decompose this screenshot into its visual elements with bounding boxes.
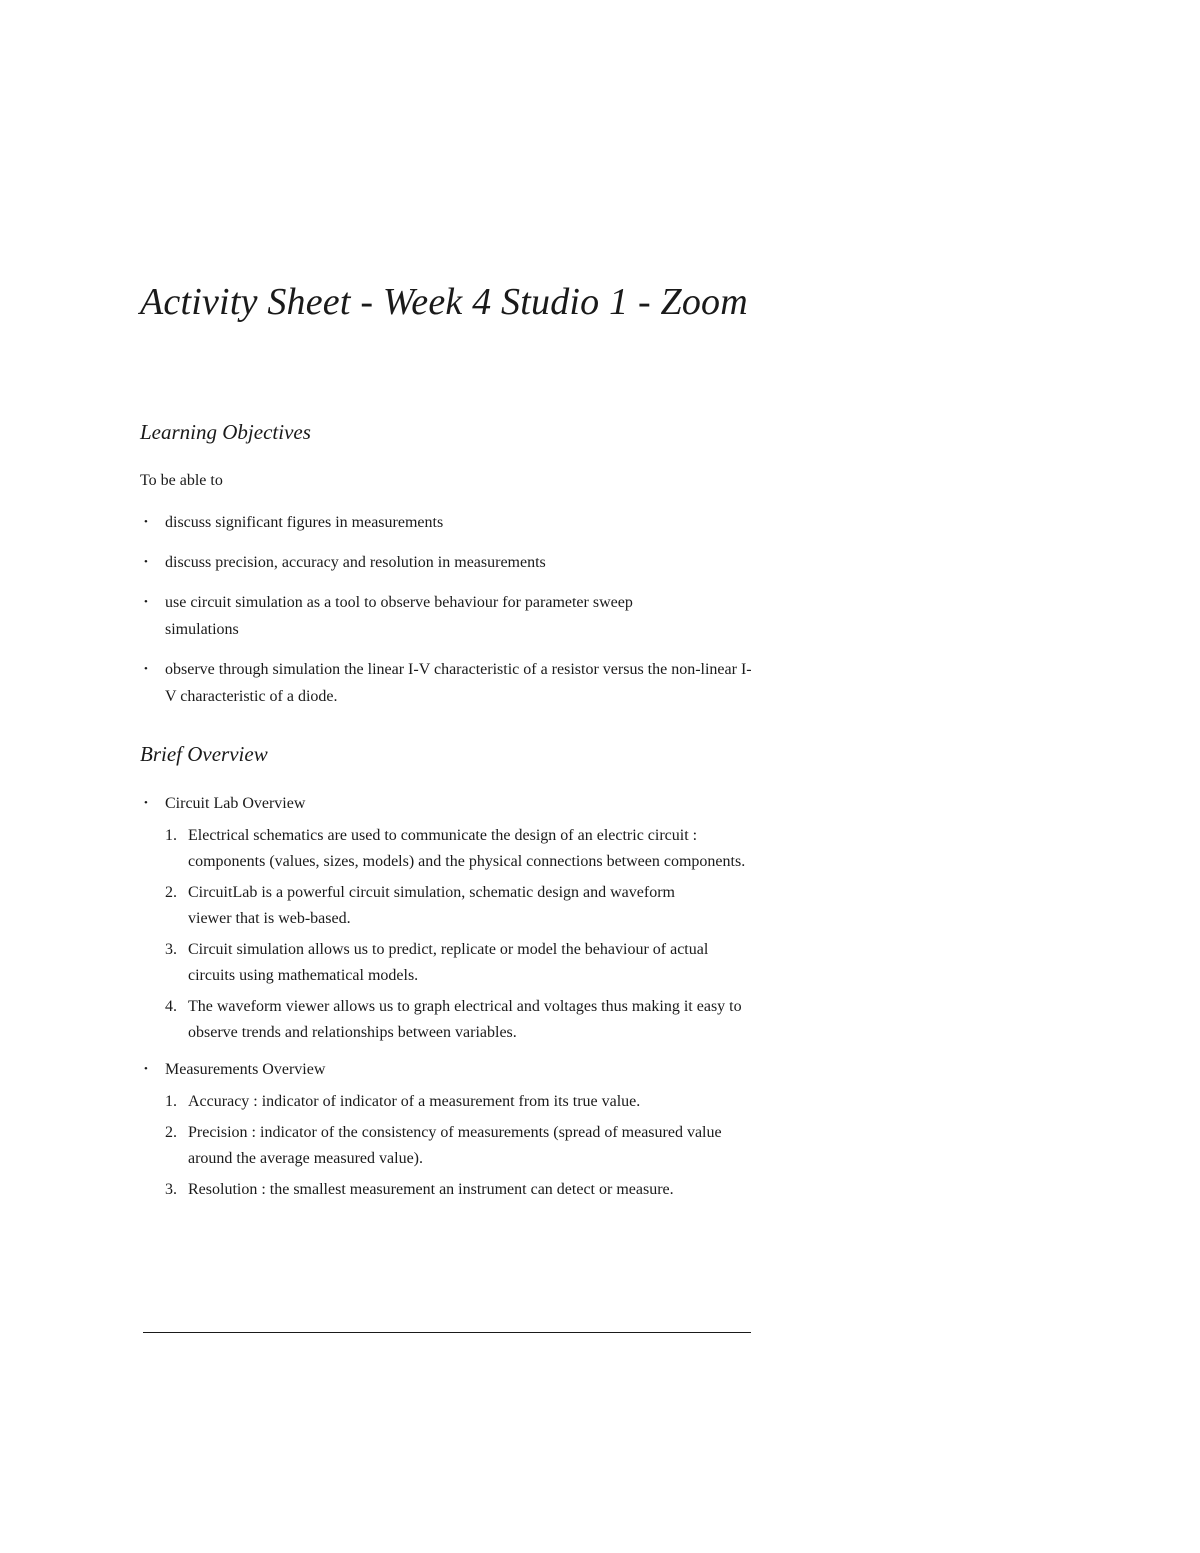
circuit-lab-item-text: Electrical schematics are used to communicate the design of an electric circuit : components (values, sizes, models) and the physical connections between components. [188, 827, 746, 870]
objective-text: use circuit simulation as a tool to observe behaviour for parameter sweep simulations [165, 594, 633, 638]
objectives-list-container [140, 509, 760, 710]
learning-objectives-heading: Learning Objectives [140, 420, 311, 444]
list-number: 1. [165, 1093, 177, 1110]
list-item [165, 880, 752, 932]
list-item [165, 1089, 752, 1115]
list-item [140, 589, 760, 643]
bullet-icon: • [144, 516, 148, 528]
overview-list-container [140, 790, 752, 1203]
list-item [140, 790, 752, 1046]
list-number: 3. [165, 1181, 177, 1198]
measurements-list [165, 1089, 752, 1203]
list-item [140, 549, 760, 576]
objective-text: discuss precision, accuracy and resolution in measurements [165, 554, 546, 571]
brief-overview-section [140, 742, 760, 767]
list-item [165, 1120, 752, 1172]
footnote-divider [143, 1332, 751, 1333]
objectives-list [140, 509, 760, 710]
measurements-item-text: Resolution : the smallest measurement an instrument can detect or measure. [188, 1181, 674, 1198]
bullet-icon: • [144, 797, 148, 809]
measurements-overview-label: Measurements Overview [165, 1061, 326, 1078]
list-number: 1. [165, 827, 177, 844]
bullet-icon: • [144, 596, 148, 608]
measurements-item-text: Precision : indicator of the consistency of measurements (spread of measured value around the average measured value). [188, 1124, 722, 1167]
learning-objectives-section [140, 420, 760, 445]
objective-text: observe through simulation the linear I-V characteristic of a resistor versus the non-linear I-V characteristic of a diode. [165, 661, 752, 705]
brief-overview-heading: Brief Overview [140, 742, 268, 766]
list-item [165, 994, 752, 1046]
list-item [140, 656, 760, 710]
list-number: 2. [165, 884, 177, 901]
list-item [140, 1056, 752, 1203]
circuit-lab-item-text: The waveform viewer allows us to graph electrical and voltages thus making it easy to observe trends and relationships between variables. [188, 998, 742, 1041]
list-number: 3. [165, 941, 177, 958]
objectives-intro: To be able to [140, 472, 223, 489]
circuit-lab-item-text: CircuitLab is a powerful circuit simulation, schematic design and waveform viewer that is web-based. [188, 884, 675, 927]
bullet-icon: • [144, 663, 148, 675]
list-number: 4. [165, 998, 177, 1015]
circuit-lab-item-text: Circuit simulation allows us to predict, replicate or model the behaviour of actual circuits using mathematical models. [188, 941, 709, 984]
bullet-icon: • [144, 556, 148, 568]
list-item [165, 1177, 752, 1203]
list-number: 2. [165, 1124, 177, 1141]
overview-list [140, 790, 752, 1203]
measurements-item-text: Accuracy : indicator of indicator of a measurement from its true value. [188, 1093, 641, 1110]
bullet-icon: • [144, 1063, 148, 1075]
list-item [165, 937, 752, 989]
list-item [165, 823, 752, 875]
circuit-lab-list [165, 823, 752, 1046]
circuit-lab-overview-label: Circuit Lab Overview [165, 795, 306, 812]
page-title: Activity Sheet - Week 4 Studio 1 - Zoom [140, 281, 748, 323]
objective-text: discuss significant figures in measurements [165, 514, 444, 531]
list-item [140, 509, 760, 536]
